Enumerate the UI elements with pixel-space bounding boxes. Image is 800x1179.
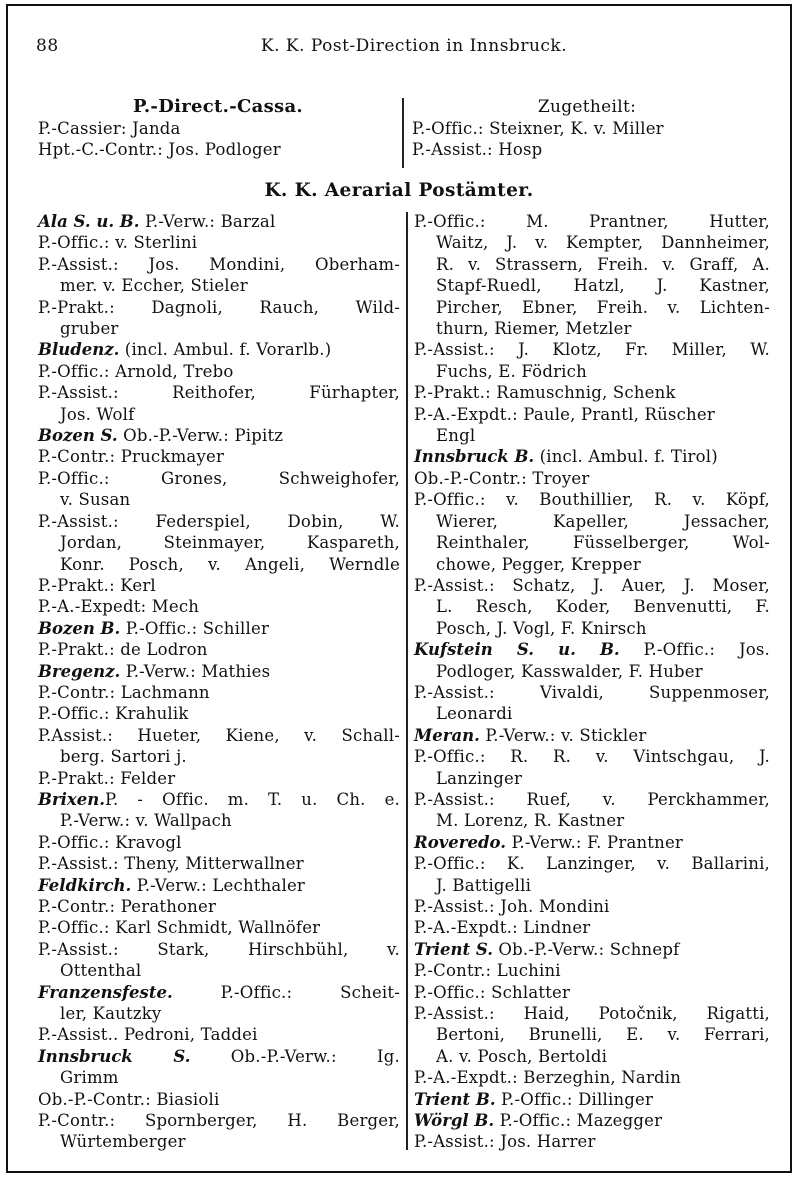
entry-text: Ob.-P.-Contr.: Troyer [414,468,590,488]
entry-line [38,339,400,360]
entry-line [38,275,400,296]
entry-line [414,489,770,510]
office-name: Franzensfeste. [38,982,173,1002]
entry-text: P.-Verw.: F. Prantner [506,832,684,852]
entry-line [414,661,770,682]
entry-text: P.-Assist.: Schatz, J. Auer, J. Moser, [414,575,770,595]
office-name: Innsbruck S. [38,1046,191,1066]
office-name: Brixen. [38,789,105,809]
entry-text: Stapf-Ruedl, Hatzl, J. Kastner, [436,276,770,296]
entry-text: gruber [60,319,119,339]
entry-line [414,318,770,339]
entry-line [414,254,770,275]
entry-line [414,339,770,360]
zugetheilt-heading: Zugetheilt: [537,97,637,117]
entry-text: ler, Kautzky [60,1004,162,1024]
entry-text: (incl. Ambul. f. Vorarlb.) [119,340,332,360]
entry-line [414,725,770,746]
entry-line [38,532,400,553]
entry-line [38,832,400,853]
entry-line [38,554,400,575]
entry-line [414,275,770,296]
entry-text: berg. Sartori j. [60,747,187,767]
entry-text: P.-Contr.: Luchini [414,961,561,981]
office-name: Meran. [414,725,480,745]
entry-text: P.-Offic.: Karl Schmidt, Wallnöfer [38,918,321,938]
entry-text: P.-Offic.: Scheit- [172,982,400,1002]
entry-line [414,768,770,789]
entry-line [38,232,400,253]
cassa-line: P.-Cassier: Janda [38,119,181,138]
entry-line [414,853,770,874]
entry-text: Lanzinger [436,768,523,788]
entry-text: P.-Assist.: Haid, Potočnik, Rigatti, [414,1004,770,1024]
entry-line [414,532,770,553]
entry-text: P.-Offic.: Schiller [120,618,270,638]
entry-line [38,982,400,1003]
entry-text: P.-Contr.: Spornberger, H. Berger, [38,1111,400,1131]
office-name: Ala S. u. B. [38,212,140,231]
office-name: Bozen S. [38,426,118,446]
entry-line [414,425,770,446]
entry-text: P.-Offic.: Krahulik [38,704,189,724]
entry-text: J. Battigelli [436,875,532,895]
entry-line [38,361,400,382]
page-number: 88 [36,36,59,56]
entry-line [414,404,770,425]
entry-text: Ob.-P.-Verw.: Pipitz [117,426,284,446]
entry-text: P.-Prakt.: Dagnoli, Rauch, Wild- [38,297,400,317]
top-section [8,96,790,172]
entry-text: Podloger, Kasswalder, F. Huber [436,661,703,681]
entry-line [38,917,400,938]
office-name: Trient B. [414,1089,496,1109]
entry-line [414,618,770,639]
office-name: Bozen B. [38,618,121,638]
entry-text: P.-A.-Expdt.: Berzeghin, Nardin [414,1068,682,1088]
entry-line [414,982,770,1003]
cassa-line: Hpt.-C.-Contr.: Jos. Podloger [38,140,281,160]
entry-line [38,639,400,660]
entry-line [38,446,400,467]
entry-line [38,661,400,682]
entry-line [38,789,400,810]
entry-text: Leonardi [436,704,513,724]
entry-line [38,810,400,831]
entry-text: mer. v. Eccher, Stieler [60,276,248,296]
entry-text: P.-Assist.: Federspiel, Dobin, W. [38,511,400,531]
entry-text: thurn, Riemer, Metzler [436,319,632,339]
entry-line [38,960,400,981]
entry-line [38,425,400,446]
entry-text: P.-Offic.: Dillinger [495,1089,654,1109]
entry-line [414,1024,770,1045]
entry-line [414,703,770,724]
entry-text: Jordan, Steinmayer, Kaspareth, [60,533,400,553]
entry-text: P.-Contr.: Pruckmayer [38,447,225,467]
column-divider [402,98,404,168]
entry-text: Pircher, Ebner, Freih. v. Lichten- [436,297,770,317]
entry-line [38,1046,400,1067]
entry-line [38,1110,400,1131]
entry-line [414,211,770,232]
entry-text: A. v. Posch, Bertoldi [436,1046,608,1066]
entry-text: v. Susan [60,490,131,510]
entry-text: P.-Prakt.: de Lodron [38,640,208,660]
entry-text: L. Resch, Koder, Benvenutti, F. [436,597,770,617]
entry-line [38,489,400,510]
entry-text: P.-Assist.. Pedroni, Taddei [38,1025,258,1045]
entry-line [414,1110,770,1131]
entry-line [38,703,400,724]
left-column [38,211,400,1153]
entry-text: P.-Assist.: J. Klotz, Fr. Miller, W. [414,340,770,360]
entry-text: P.-Verw.: Mathies [120,661,271,681]
document-page [6,4,792,1173]
entry-line [414,832,770,853]
entry-line [414,1046,770,1067]
entry-line [414,511,770,532]
entry-line [38,596,400,617]
entry-text: M. Lorenz, R. Kastner [436,811,625,831]
office-name: Trient S. [414,939,493,959]
entry-line [414,896,770,917]
entry-text: P.-Assist.: Theny, Mitterwallner [38,854,304,874]
entry-line [38,468,400,489]
entry-text: P.-Verw.: v. Stickler [479,725,647,745]
entry-line [414,554,770,575]
entry-text: P.-Prakt.: Ramuschnig, Schenk [414,383,676,403]
entry-text: P.-A.-Expdt.: Paule, Prantl, Rüscher [414,404,715,424]
entry-line [38,1003,400,1024]
entry-line [38,1131,400,1152]
entry-line [414,1131,770,1152]
column-divider [406,212,408,1150]
entry-text: Waitz, J. v. Kempter, Dannheimer, [436,233,770,253]
entry-text: Wierer, Kapeller, Jessacher, [436,511,770,531]
entry-text: Würtemberger [60,1132,186,1152]
entry-text: Jos. Wolf [60,404,135,424]
entry-line [414,1003,770,1024]
entry-text: P.-Prakt.: Felder [38,768,176,788]
entry-line [414,361,770,382]
entry-text: P.-Offic.: v. Bouthillier, R. v. Köpf, [414,490,770,510]
entry-text: P.-Offic.: Grones, Schweighofer, [38,468,400,488]
entry-text: (incl. Ambul. f. Tirol) [534,447,718,467]
zugetheilt-line: P.-Offic.: Steixner, K. v. Miller [412,119,664,138]
entry-line [414,297,770,318]
entry-line [414,960,770,981]
entry-text: P.-Offic.: R. R. v. Vintschgau, J. [414,747,770,767]
entry-line [38,725,400,746]
entry-line [38,1067,400,1088]
office-name: Wörgl B. [414,1111,495,1131]
entry-line [414,639,770,660]
entry-text: P.-Offic.: Schlatter [414,982,571,1002]
entry-text: Ottenthal [60,961,142,981]
office-name: Bregenz. [38,661,121,681]
entry-line [38,1024,400,1045]
entry-line [414,1067,770,1088]
running-title: K. K. Post-Direction in Innsbruck. [260,36,568,56]
entry-text: Engl [436,426,476,446]
entry-line [38,746,400,767]
entry-text: P.-A.-Expdt.: Lindner [414,918,591,938]
entry-text: Grimm [60,1068,119,1088]
zugetheilt-line: P.-Assist.: Hosp [412,140,543,160]
entry-text: P.-Assist.: Vivaldi, Suppenmoser, [414,682,770,702]
entry-text: P.-Offic.: Jos. [619,640,771,660]
entry-line [414,575,770,596]
office-name: Feldkirch. [38,875,132,895]
entry-line [38,382,400,403]
entry-text: P.-Assist.: Joh. Mondini [414,897,610,916]
cassa-heading: P.-Direct.-Cassa. [133,96,303,117]
entry-text: Ob.-P.-Verw.: Schnepf [492,939,680,959]
section-title: K. K. Aerarial Postämter. [264,180,534,201]
office-name: Roveredo. [414,832,506,852]
entry-line [38,768,400,789]
entry-text: Bertoni, Brunelli, E. v. Ferrari, [436,1025,770,1045]
entry-line [38,1089,400,1110]
entry-line [414,1089,770,1110]
right-column [414,211,770,1153]
entry-line [38,682,400,703]
entry-line [414,682,770,703]
entry-text: Posch, J. Vogl, F. Knirsch [436,618,647,638]
entry-text: Fuchs, E. Födrich [436,361,587,381]
office-name: Innsbruck B. [414,447,535,467]
entry-line [38,939,400,960]
entry-text: P.-Offic.: K. Lanzinger, v. Ballarini, [414,854,770,874]
entry-text: P.-A.-Expedt: Mech [38,597,200,617]
entry-text: P.-Assist.: Jos. Harrer [414,1132,596,1152]
entry-line [414,446,770,467]
entry-line [38,254,400,275]
entry-text: P.-Assist.: Ruef, v. Perckhammer, [414,789,770,809]
entry-text: P.-Assist.: Stark, Hirschbühl, v. [38,939,400,959]
entry-line [414,875,770,896]
office-name: Kufstein S. u. B. [414,640,620,660]
entry-line [414,746,770,767]
office-name: Bludenz. [38,340,120,360]
entry-text: Ob.-P.-Verw.: Ig. [190,1046,400,1066]
entry-text: P.-Offic.: v. Sterlini [38,233,198,253]
entry-line [38,404,400,425]
entry-text: P.Assist.: Hueter, Kiene, v. Schall- [38,725,400,745]
entry-line [414,232,770,253]
entry-text: Ob.-P.-Contr.: Biasioli [38,1089,220,1109]
entry-text: P.-Offic.: Arnold, Trebo [38,361,234,381]
entry-line [414,789,770,810]
entry-line [38,853,400,874]
entry-text: P.-Assist.: Reithofer, Fürhapter, [38,383,400,403]
entry-line [414,939,770,960]
entry-line [38,618,400,639]
entry-text: P.-Offic.: M. Prantner, Hutter, [414,212,770,231]
entry-line [38,318,400,339]
zugetheilt-block [412,96,762,161]
entry-text: P.-Prakt.: Kerl [38,575,156,595]
entry-text: chowe, Pegger, Krepper [436,554,641,574]
entry-text: P.-Verw.: Lechthaler [131,875,306,895]
cassa-block [38,96,398,161]
entry-text: Konr. Posch, v. Angeli, Werndle [60,554,400,574]
running-head [8,36,790,64]
entry-line [38,211,400,232]
entry-line [414,468,770,489]
entry-line [414,810,770,831]
entry-text: P.-Contr.: Lachmann [38,682,210,702]
entry-line [38,896,400,917]
entry-text: R. v. Strassern, Freih. v. Graff, A. [436,254,770,274]
entry-line [414,382,770,403]
entry-line [414,596,770,617]
entry-text: P.-Offic.: Kravogl [38,832,182,852]
entry-text: P.-Assist.: Jos. Mondini, Oberham- [38,254,400,274]
entry-text: P.-Verw.: v. Wallpach [60,811,232,831]
entry-text: P.-Verw.: Barzal [139,212,276,231]
entry-line [38,575,400,596]
entry-line [38,297,400,318]
entry-text: Reinthaler, Füsselberger, Wol- [436,533,770,553]
entry-text: P. - Offic. m. T. u. Ch. e. [104,789,400,809]
entry-line [38,511,400,532]
entry-line [414,917,770,938]
entry-line [38,875,400,896]
entry-text: P.-Contr.: Perathoner [38,897,217,916]
entry-text: P.-Offic.: Mazegger [494,1111,663,1131]
